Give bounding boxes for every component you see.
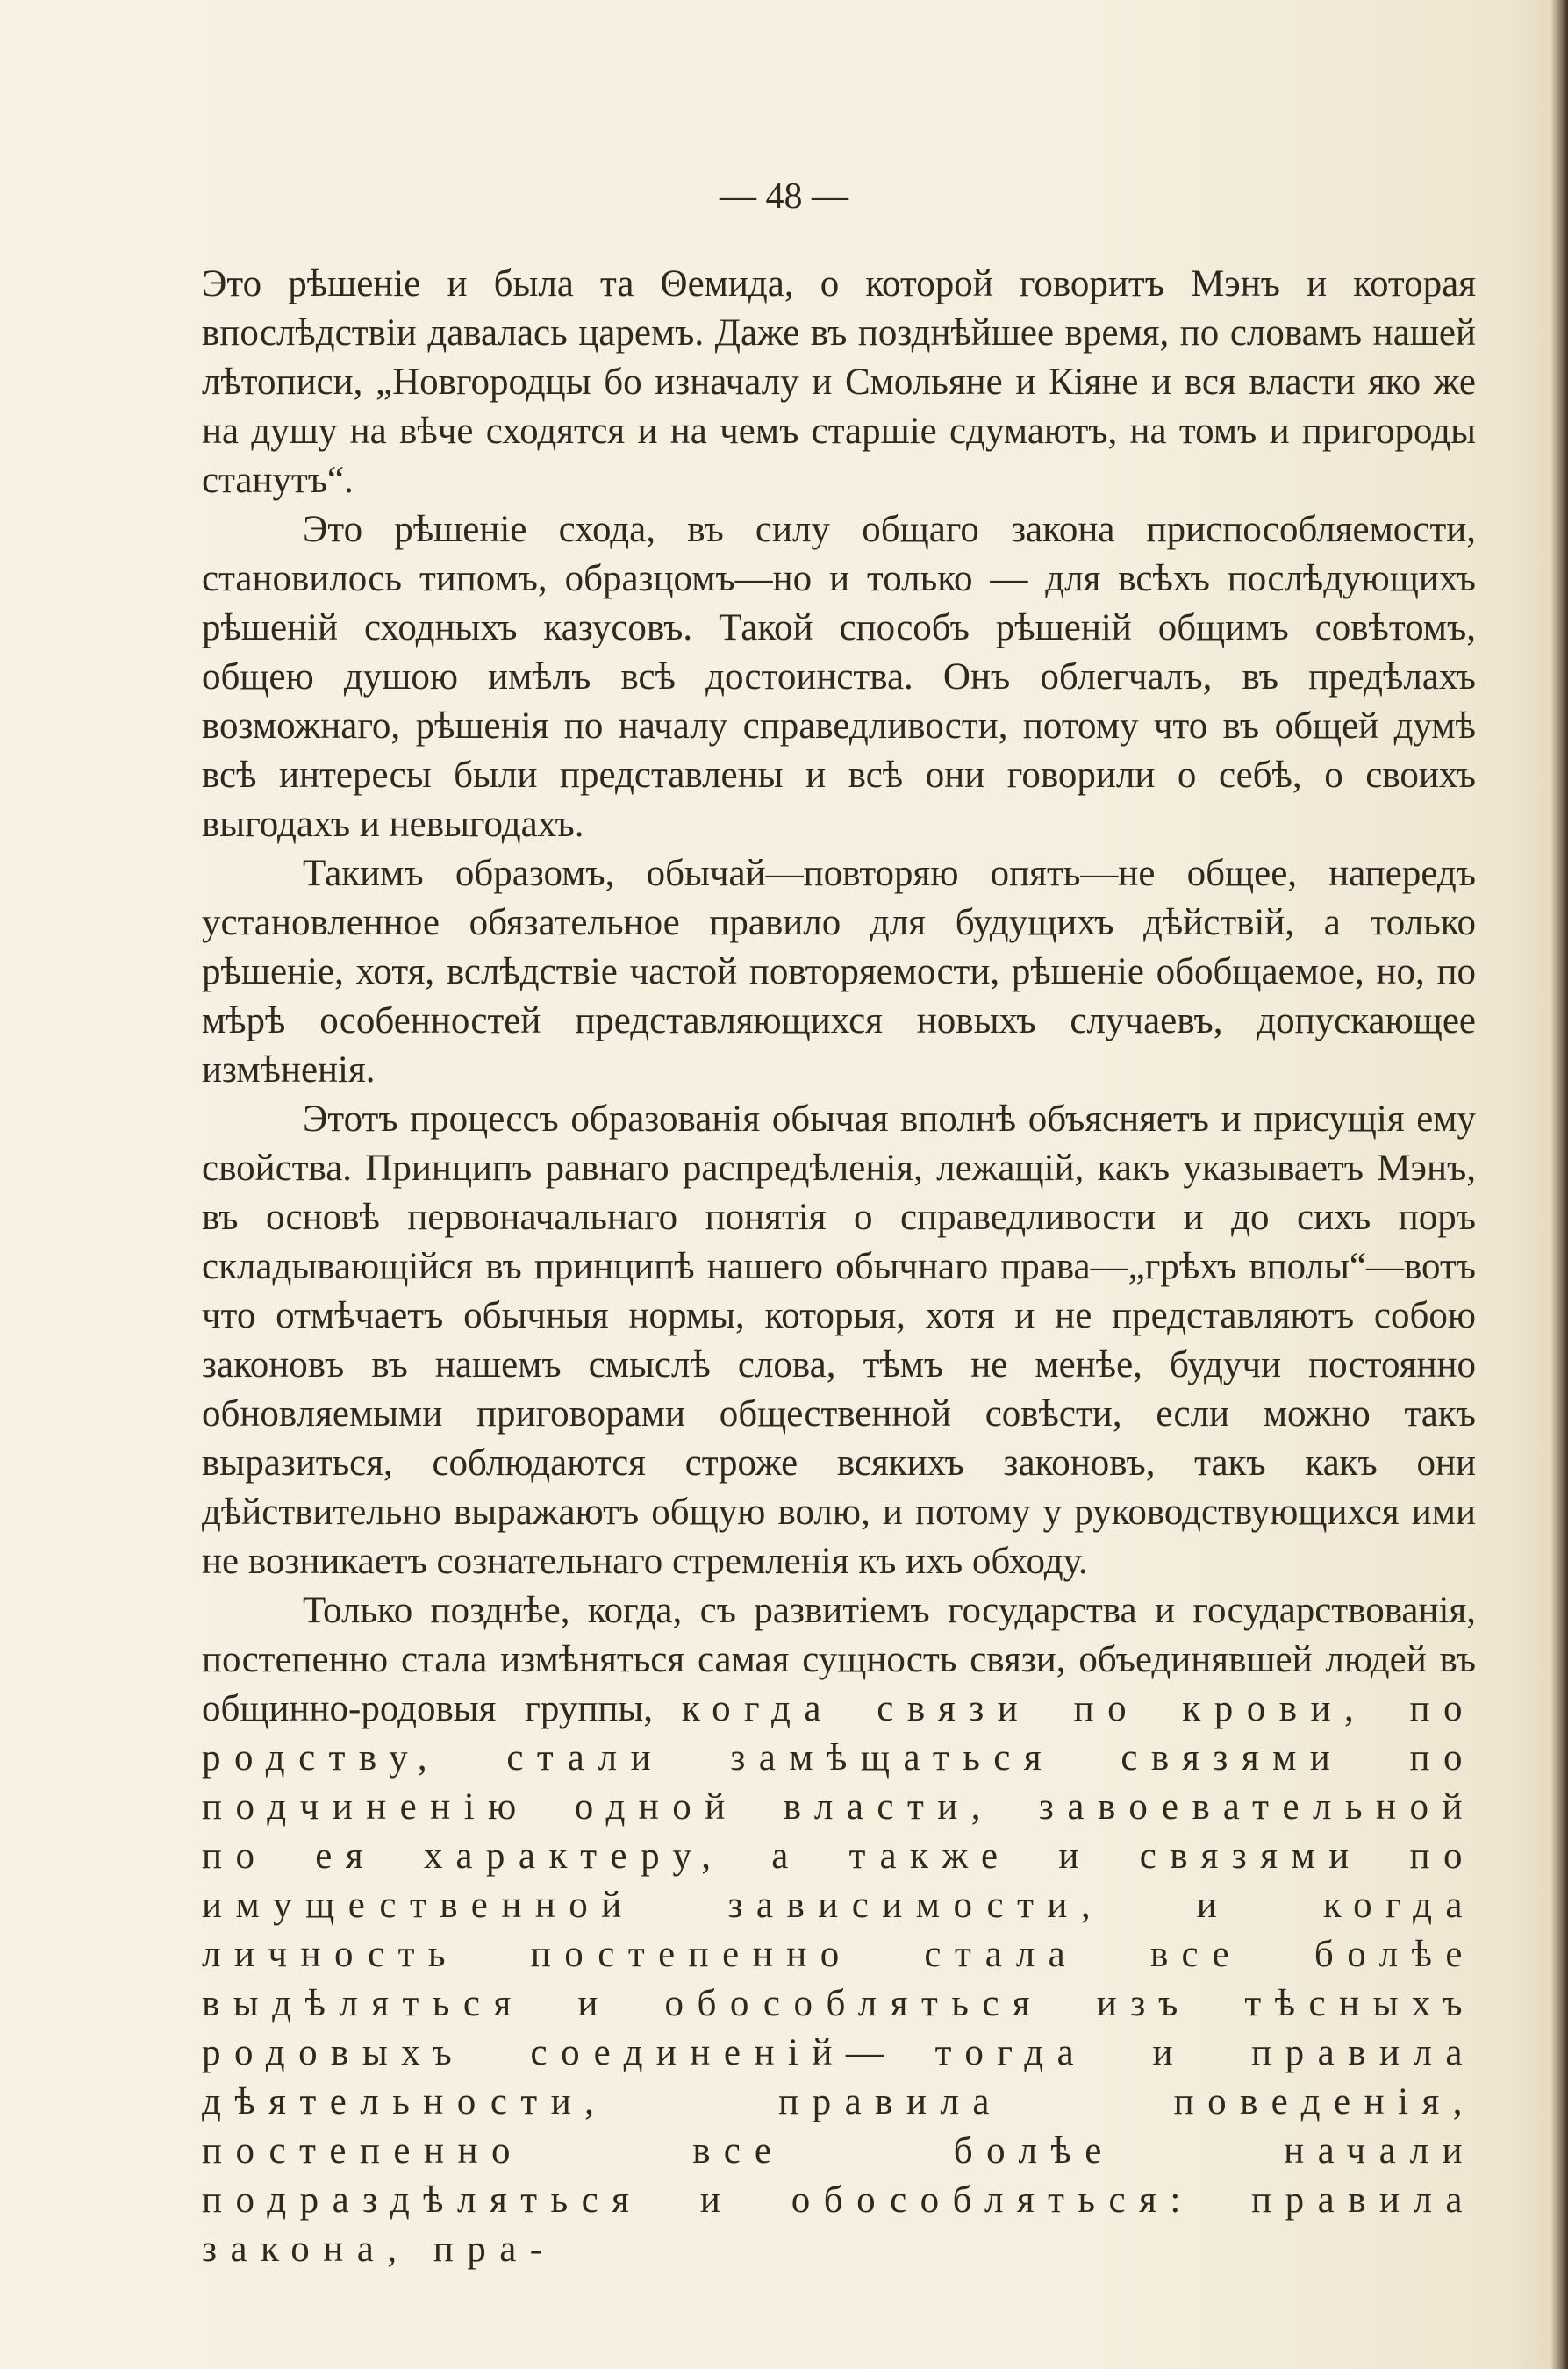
paragraph-text: Только позднѣе, когда, съ развитіемъ государства и государствованія, постепенно стала измѣняться самая сущность связи, объединявшей людей въ общинно-родовыя группы,	[202, 1590, 1476, 1729]
paragraph-1	[202, 260, 1476, 505]
paragraph-5	[202, 1586, 1476, 2274]
binding-shadow	[1550, 0, 1568, 2369]
paragraph-4	[202, 1095, 1476, 1586]
paragraph-text: Это рѣшеніе и была та Θемида, о которой говоритъ Мэнъ и которая впослѣдствіи давалась царемъ. Даже въ позднѣйшее время, по словамъ нашей лѣтописи, „Новгородцы бо изначалу и Смольяне и Кіяне и вся власти яко же на душу на вѣче сходятся и на чемъ старшіе сдумаютъ, на томъ и пригороды станутъ“.	[202, 263, 1476, 501]
page-number: — 48 —	[720, 176, 848, 217]
spaced-emphasis-text: когда связи по крови, по родству, стали замѣщаться связями по подчиненію одной власти, завоевательной по ея характеру, а также и связями по имущественной зависимости, и когда личность постепенно стала все болѣе выдѣляться и обособляться изъ тѣсныхъ родовыхъ соединеній	[202, 1688, 1476, 2073]
dash-text: —	[845, 2032, 935, 2073]
body-text	[202, 260, 1476, 2274]
spaced-emphasis-text: тогда и правила дѣятельности, правила поведенія, постепенно все болѣе начали подраздѣляться и обособляться: правила закона, пра-	[202, 2032, 1476, 2270]
paragraph-2	[202, 505, 1476, 849]
paragraph-text: Это рѣшеніе схода, въ силу общаго закона приспособляемости, становилось типомъ, образцомъ—но и только — для всѣхъ послѣдующихъ рѣшеній сходныхъ казусовъ. Такой способъ рѣшеній общимъ совѣтомъ, общею душою имѣлъ всѣ достоинства. Онъ облегчалъ, въ предѣлахъ возможнаго, рѣшенія по началу справедливости, потому что въ общей думѣ всѣ интересы были представлены и всѣ они говорили о себѣ, о своихъ выгодахъ и невыгодахъ.	[202, 509, 1476, 845]
paragraph-3	[202, 849, 1476, 1095]
paragraph-text: Этотъ процессъ образованія обычая вполнѣ объясняетъ и присущія ему свойства. Принципъ равнаго распредѣленія, лежащій, какъ указываетъ Мэнъ, въ основѣ первоначальнаго понятія о справедливости и до сихъ поръ складывающійся въ принципѣ нашего обычнаго права—„грѣхъ вполы“—вотъ что отмѣчаетъ обычныя нормы, которыя, хотя и не представляютъ собою законовъ въ нашемъ смыслѣ слова, тѣмъ не менѣе, будучи постоянно обновляемыми приговорами общественной совѣсти, если можно такъ выразиться, соблюдаются строже всякихъ законовъ, такъ какъ они дѣйствительно выражаютъ общую волю, и потому у руководствующихся ими не возникаетъ сознательнаго стремленія къ ихъ обходу.	[202, 1099, 1476, 1582]
paragraph-text: Такимъ образомъ, обычай—повторяю опять—не общее, напередъ установленное обязательное правило для будущихъ дѣйствій, а только рѣшеніе, хотя, вслѣдствіе частой повторяемости, рѣшеніе обобщаемое, но, по мѣрѣ особенностей представляющихся новыхъ случаевъ, допускающее измѣненія.	[202, 853, 1476, 1091]
